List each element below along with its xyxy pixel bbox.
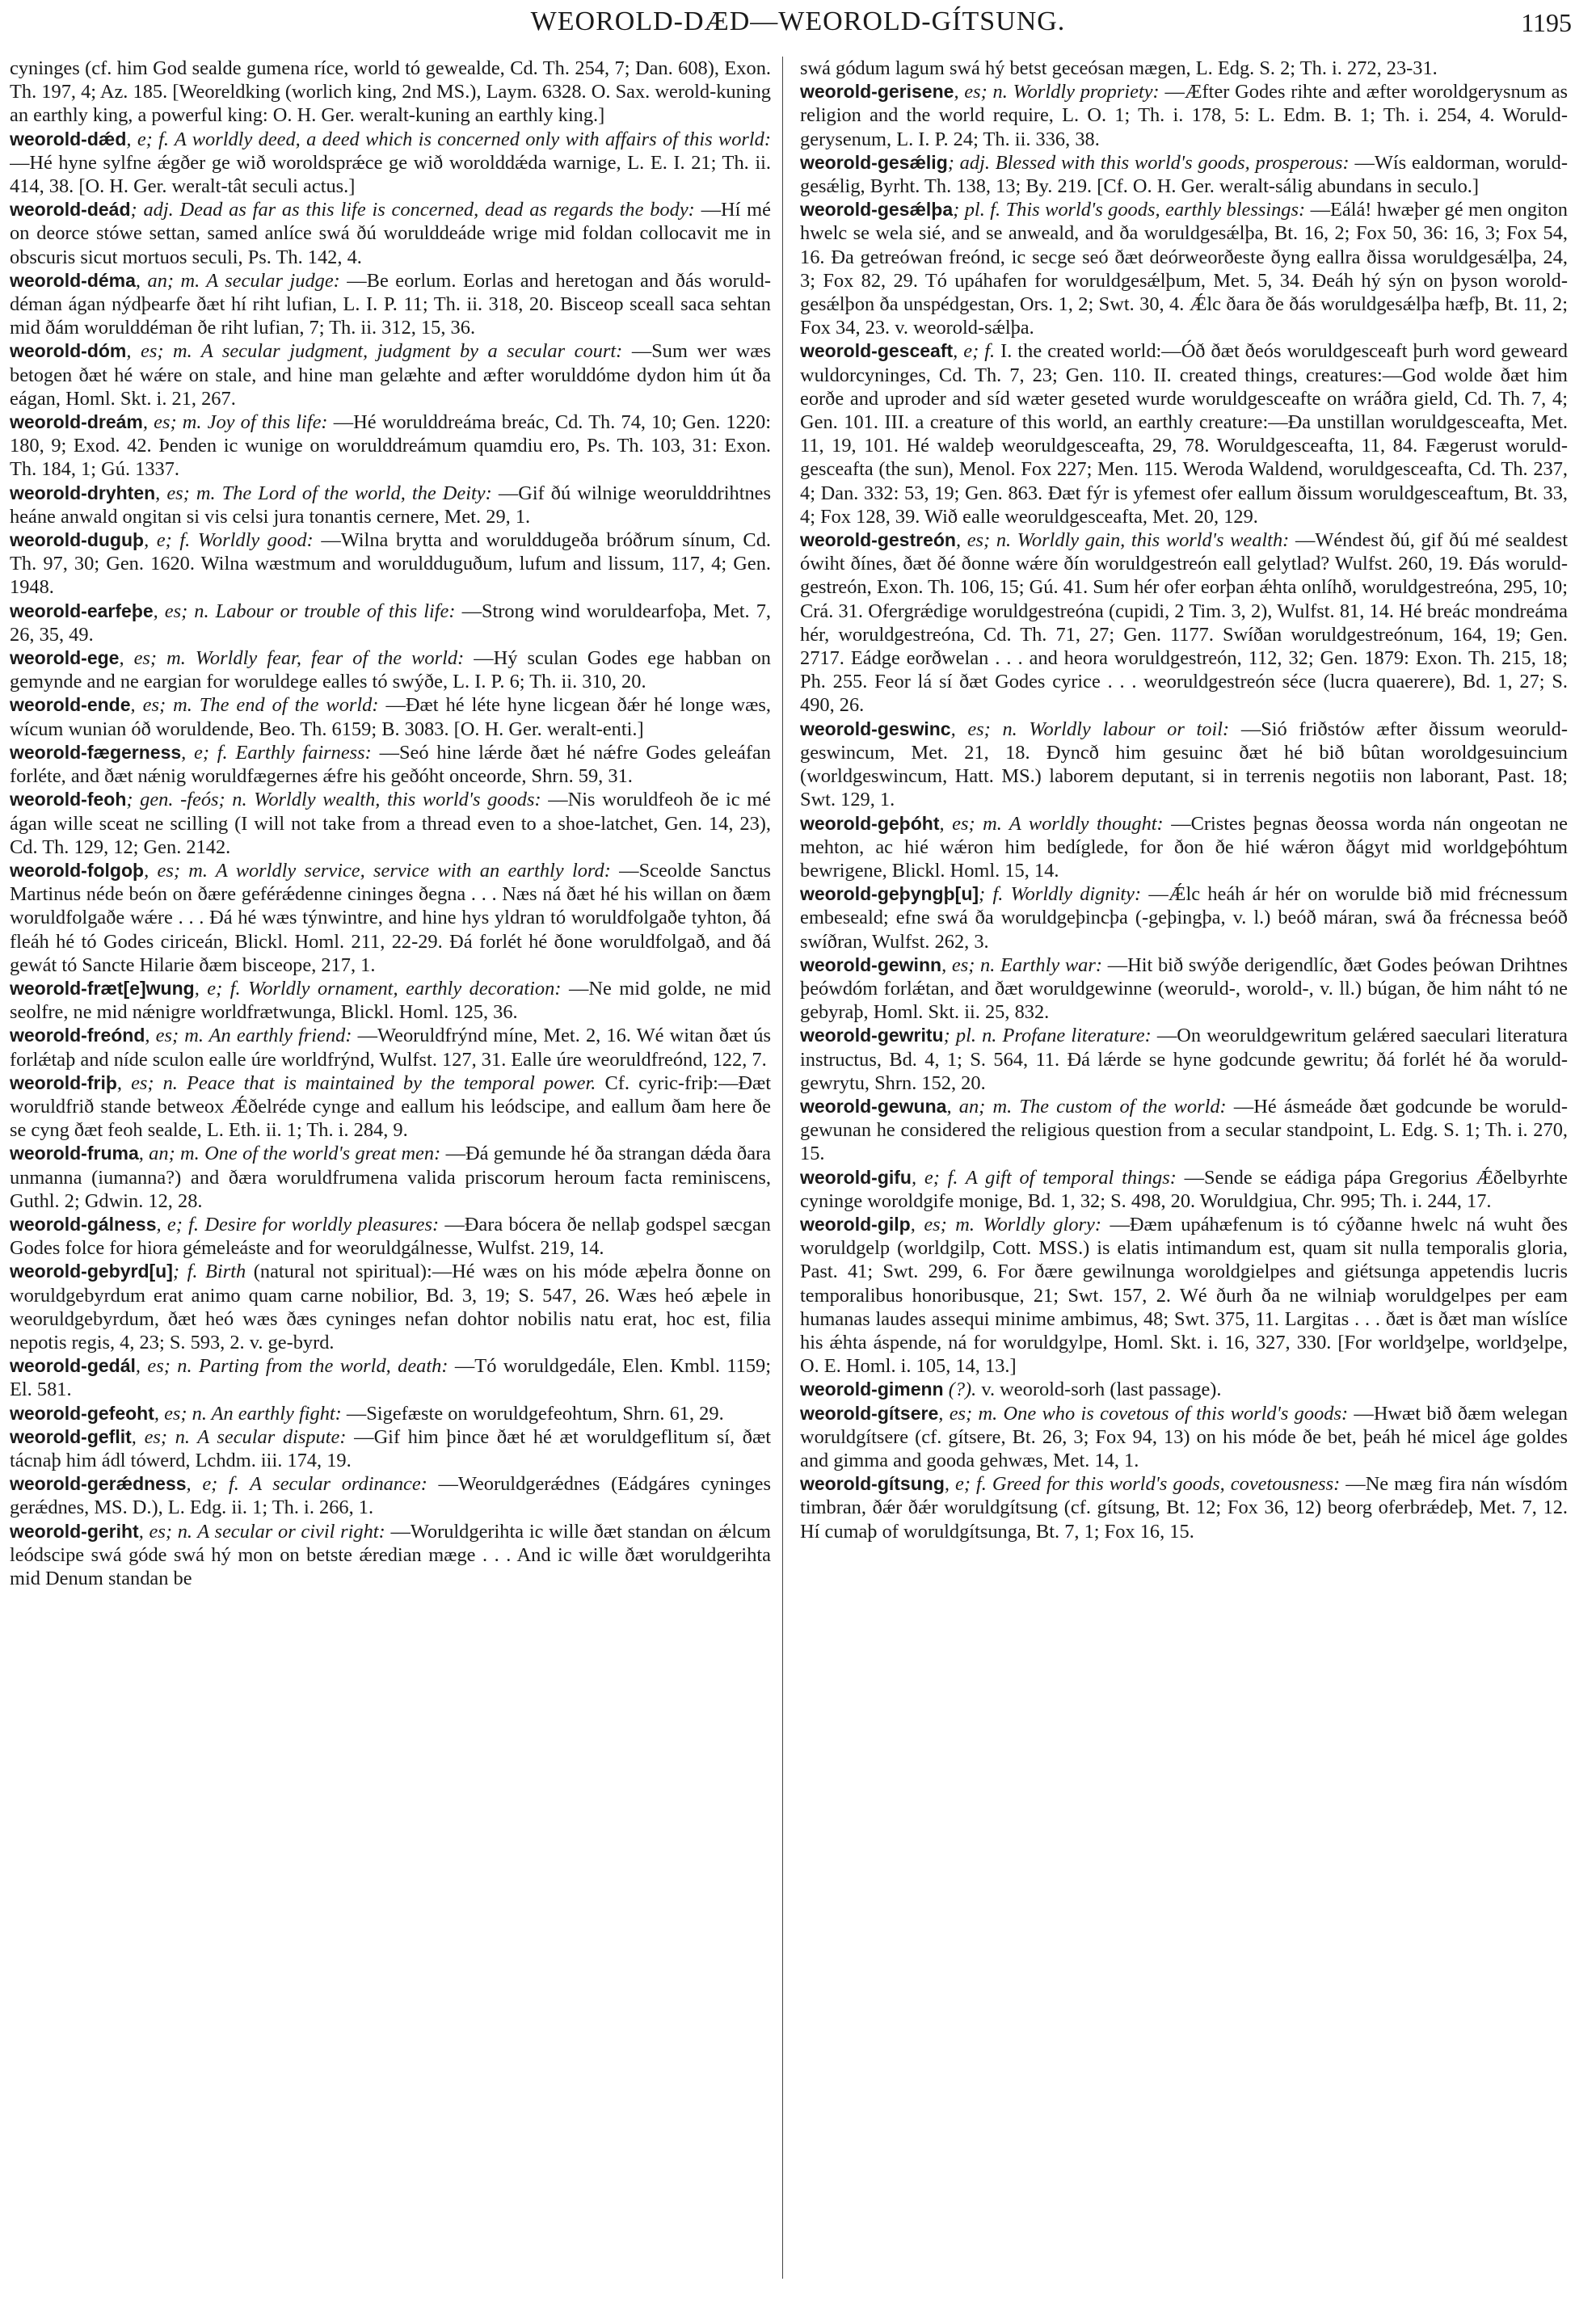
entry-definition: , es; m. One who is covetous of this world's goods: [938, 1402, 1349, 1425]
entry-headword: weorold-deád [10, 199, 131, 221]
entry-definition: , an; m. The custom of the world: [946, 1095, 1227, 1118]
dictionary-entry [800, 57, 1568, 80]
dictionary-entry [10, 128, 771, 199]
entry-headword: weorold-dryhten [10, 482, 156, 503]
entry-citations: —Sigefæste on woruldgefeohtum, Shrn. 61, 29. [346, 1402, 724, 1425]
entry-citations: Cf. cyric-friþ:—Ðæt woruldfrið stande betweox Ǽðelréde cynge and eallum his leódscipe, and eallum ðam here ðe se cyng ðæt feoh sealde, L. Eth. ii. 1; Th. i. 284, 9. [10, 1071, 771, 1142]
entry-citations: —Ðara bócera ðe nellaþ godspel sæcgan Godes folce for hiora gémeleáste and for weoruldgálnesse, Wulfst. 219, 14. [10, 1213, 771, 1260]
dictionary-entry [800, 1378, 1568, 1401]
entry-citations: —Gif ðú wilnige weorulddrihtnes heáne anwald ongitan si vis celsi jura tonantis cernere, Met. 29, 1. [10, 482, 771, 528]
entry-definition: , es; m. Worldly glory: [910, 1213, 1101, 1235]
entry-definition: ; adj. Dead as far as this life is concerned, dead as regards the body: [130, 199, 695, 221]
dictionary-entry [10, 410, 771, 482]
entry-definition: , e; f. Worldly ornament, earthly decoration: [194, 977, 562, 1000]
column-rule [782, 57, 783, 2279]
dictionary-entry [10, 1402, 771, 1425]
entry-headword: weorold-gewritu [800, 1025, 944, 1046]
dictionary-entry [800, 1024, 1568, 1095]
entry-headword: weorold-gesceaft [800, 340, 954, 362]
entry-headword: weorold-duguþ [10, 529, 145, 551]
dictionary-entry [800, 1095, 1568, 1166]
entry-headword: weorold-dóm [10, 340, 127, 362]
entry-citations: I. the created world:—Óð ðæt ðeós woruldgesceaft þurh word geweard wuldorcyninges, Cd. Th. 7, 23; Gen. 110. II. created things, creatures:—God wolde ðæt him eorðe and uproder and síd wæter geseted wurde woruldgesceafte on wráðra gield, Cd. Th. 7, 4; Gen. 101. III. a creature of this world, an earthly creature:—Ða unstillan woruldgesceafta, Met. 11, 19, 101. Hé waldeþ weoruldgesceafta, 29, 78. Woruldgesceafta, 11, 84. Fægerust woruldgesceafta (the sun), Menol. Fox 227; Men. 115. Weroda Waldend, woruldgesceafta, Cd. Th. 237, 4; Dan. 332: 53, 19; Gen. 863. Ðæt fýr is yfemest ofer eallum ðissum woruldgesceaftum, Bt. 33, 4; Fox 128, 39. Wið ealle weoruldgesceafta, Met. 20, 129. [800, 340, 1568, 528]
entry-citations: —Hit bið swýðe derigendlíc, ðæt Godes þeówan Drihtnes þeówdóm forlǽtan, and ðæt woruldgewinne (weoruld-, worold-, v. ll.) búgan, ðe him náht tó ne gebyraþ, Homl. Skt. ii. 25, 832. [800, 953, 1568, 1024]
page-number: 1195 [1521, 8, 1572, 37]
dictionary-entry [10, 1472, 771, 1519]
entry-headword: weorold-gerisene [800, 81, 954, 103]
entry-definition: , es; m. An earthly friend: [145, 1025, 352, 1047]
dictionary-entry [10, 600, 771, 646]
entry-headword: weorold-friþ [10, 1071, 117, 1093]
entry-headword: weorold-gefeoht [10, 1402, 154, 1424]
entry-citations: —Be eorlum. Eorlas and heretogan and ðás worulddéman ágan nýdþearfe ðæt hí riht lufian, L. I. P. 11; Th. ii. 318, 20. Bisceop sceall saca sehtan mid ðám worulddéman ðe riht lufian, 7; Th. ii. 312, 15, 36. [10, 269, 771, 339]
entry-headword: weorold-folgoþ [10, 859, 145, 881]
entry-headword: weorold-geþyngþ[u] [800, 883, 979, 905]
entry-citations: —Hwæt bið ðæm welegan woruldgítsere (cf. gítsere, Bt. 26, 3; Fox 94, 13) on his móde ðe bet, þeáh hé micel áge goldes and gimma and gooda gehwæs, Met. 14, 1. [800, 1402, 1568, 1471]
entry-definition: ; pl. n. Profane literature: [943, 1025, 1152, 1047]
dictionary-entry [10, 482, 771, 528]
entry-definition: ; f. Worldly dignity: [979, 883, 1142, 906]
entry-definition: ; f. Birth [172, 1261, 246, 1283]
entry-definition: , es; n. Peace that is maintained by the temporal power. [116, 1071, 596, 1094]
entry-headword: weorold-gedál [10, 1355, 136, 1377]
dictionary-entry [10, 646, 771, 693]
entry-citations: —Wéndest ðú, gif ðú mé sealdest ówiht ðínes, ðæt ðé ðonne wǽre ðín woruldgestreón eall gelytlad? Wulfst. 260, 19. Ðás woruldgestreón, Exon. Th. 106, 15; Gú. 41. Sum hér ofer eorþan ǽhta onlíhð, woruldgestreóna, 295, 10; Crá. 31. Ofergrǽdige woruldgestreóna (cupidi, 2 Tim. 3, 2), Wulfst. 81, 14. Hé breác mondreáma hér, woruldgestreóna, Cd. Th. 71, 27; Gen. 1177. Swíðan woruldgestreónum, 164, 19; Gen. 2717. Eádge eorðwelan . . . and heora woruldgestreón, 112, 32; Gen. 1879: Exon. Th. 215, 18; Ph. 255. Feor lá sí ðæt Godes cyrice . . . weoruldgestreón séce (lucra quaerere), Bd. 1, 27; S. 490, 26. [800, 529, 1568, 717]
dictionary-entry [10, 1213, 771, 1260]
entry-definition: , es; n. Worldly labour or toil: [950, 718, 1230, 740]
entry-citations: —Hé worulddreáma breác, Cd. Th. 74, 10; Gen. 1220: 180, 9; Exod. 42. Þenden ic wunige on worulddreámum quamdiu ero, Ps. Th. 103, 31: Exon. Th. 184, 1; Gú. 1337. [10, 411, 771, 481]
entry-definition: , es; n. An earthly fight: [154, 1402, 342, 1425]
entry-headword: weorold-gewinn [800, 953, 942, 975]
dictionary-entry [800, 80, 1568, 151]
entry-headword: weorold-gesǽlig [800, 151, 948, 173]
dictionary-entry [10, 269, 771, 340]
entry-definition: , an; m. One of the world's great men: [138, 1143, 441, 1165]
dictionary-entry [10, 1354, 771, 1401]
running-head: WEOROLD-DÆD—WEOROLD-GÍTSUNG. [530, 6, 1066, 36]
entry-citations: —Hé ásmeáde ðæt godcunde be woruldgewunan he considered the religious question from a secular standpoint, L. Edg. S. 1; Th. i. 270, 15. [800, 1095, 1568, 1165]
entry-headword: weorold-feoh [10, 789, 127, 810]
entry-definition: , e; f. A secular ordinance: [186, 1473, 427, 1496]
entry-definition: , e; f. Greed for this world's goods, covetousness: [944, 1473, 1341, 1496]
dictionary-entry [10, 741, 771, 788]
entry-headword: weorold-fræt[e]wung [10, 977, 195, 999]
entry-citations: —Ðá gemunde hé ða strangan dǽda ðara unmanna (iumanna?) and ðæra woruldfrumena valida priscorum heroum facta reminiscens, Guthl. 2; Gdwin. 12, 28. [10, 1143, 771, 1212]
entry-definition: , es; m. Joy of this life: [142, 411, 328, 434]
dictionary-entry [800, 1213, 1568, 1378]
entry-headword: weorold-geriht [10, 1520, 139, 1542]
entry-citations: —Sum wer wæs betogen ðæt hé wǽre on stale, and hine man gelæhte and æfter worulddóme dydon him út ða eágan, Homl. Skt. i. 21, 267. [10, 340, 771, 410]
dictionary-entry [800, 718, 1568, 812]
entry-headword: weorold-geþóht [800, 812, 940, 834]
entry-citations: —Sceolde Sanctus Martinus néde beón on ðære geférǽdenne cininges ðegna . . . Næs ná ðæt hé his willan on ðæm woruldfolgaðe wǽre . . . Ðá hé wæs týnwintre, and hine hys yldran tó woruldfolgaðe tyhton, ðá fleáh hé tó Godes ciriceán, Blickl. Homl. 211, 22-29. Ðá forlét hé ðone woruldfolgað, and ðá gewát tó Sancte Hilarie ðæm bisceope, 217, 1. [10, 859, 771, 976]
dictionary-entry [800, 528, 1568, 718]
entry-headword: weorold-gestreón [800, 529, 956, 551]
entry-citations: —Weoruldgerǽdnes (Eádgáres cyninges gerǽdnes, MS. D.), L. Edg. ii. 1; Th. i. 266, 1. [10, 1473, 771, 1519]
dictionary-entry [10, 57, 771, 128]
dictionary-entry [10, 1071, 771, 1143]
dictionary-entry [10, 1425, 771, 1472]
entry-citations: —Woruldgerihta ic wille ðæt standan on ǽlcum leódscipe swá góde swá hý mon on betste ǽredian mæge . . . And ic wille ðæt woruldgerihta mid Denum standan be [10, 1520, 771, 1589]
entry-headword: weorold-geflit [10, 1425, 132, 1447]
entry-headword: weorold-dǽd [10, 128, 127, 149]
entry-definition: ; adj. Blessed with this world's goods, prosperous: [947, 151, 1350, 174]
page-header [0, 0, 1596, 48]
entry-citations: —Nis woruldfeoh ðe ic mé ágan wille sceat ne scilling (I will not take from a thread even to a shoe-latchet, Gen. 14, 23), Cd. Th. 129, 12; Gen. 2142. [10, 789, 771, 858]
left-column [10, 57, 771, 2295]
dictionary-entry [800, 1402, 1568, 1473]
entry-definition: (?). [943, 1379, 977, 1401]
dictionary-entry [800, 953, 1568, 1025]
entry-definition: , e; f. A worldly deed, a deed which is concerned only with affairs of this world: [126, 128, 771, 150]
entry-headword: weorold-gewuna [800, 1095, 947, 1117]
entry-citations: cyninges (cf. him God sealde gumena ríce, world tó gewealde, Cd. Th. 254, 7; Dan. 608), Exon. Th. 197, 4; Az. 185. [Weoreldking (worlich king, 2nd MS.), Laym. 6328. O. Sax. werold-kuning an earthly king, a powerful king: O. H. Ger. weralt-kuning an earthly king.] [10, 57, 771, 127]
entry-definition: , es; n. Earthly war: [941, 953, 1102, 976]
entry-headword: weorold-gebyrd[u] [10, 1261, 173, 1282]
dictionary-entry [10, 339, 771, 410]
entry-headword: weorold-ege [10, 647, 120, 669]
entry-citations: (natural not spiritual):—Hé wæs on his móde æþelra ðonne on woruldgebyrdum erat animo quam carne nobilior, Bd. 3, 19; S. 547, 26. Wæs heó æþele in weoruldgebyrdum, ðæt heó wæs ðæs cyninges nefan dohtor nobilis natu erat, hoc est, filia nepotis regis, 4, 23; S. 593, 2. v. ge-byrd. [10, 1261, 771, 1353]
entry-citations: —Eálá! hwæþer gé men ongiton hwelc se wela sié, and se anweald, and ða woruldgesǽlþa, Bt. 16, 2; Fox 50, 36: 16, 3; Fox 54, 16. Ða getreówan freónd, ic secge seó ðæt deórweorðeste ðyng eallra ðissa woruldgesǽlþa, 24, 3; Fox 82, 29. Tó upáhafen for woruldgesǽlþum, Met. 5, 34. Ðeáh hý sýn on þyson woroldgesǽlþon ða unspédgestan, Ors. 1, 2; Swt. 30, 4. Ǽlc ðara ðe ðás woruldgesǽlþa hæfþ, Bt. 11, 2; Fox 34, 23. v. weorold-sǽlþa. [800, 199, 1568, 339]
entry-headword: weorold-gimenn [800, 1379, 944, 1400]
entry-citations: —Ne mæg fira nán wísdóm timbran, ðǽr ðǽr woruldgítsung (cf. gítsung, Bt. 12; Fox 36, 12) beorg oferbrǽdeþ, Met. 7, 12. Hí cumaþ of woruldgítsunga, Bt. 7, 1; Fox 16, 15. [800, 1473, 1568, 1543]
entry-citations: —Ðæt hé léte hyne licgean ðǽr hé longe wæs, wícum wunian óð woruldende, Beo. Th. 6159; B. 3083. [O. H. Ger. weralt-enti.] [10, 694, 771, 740]
entry-headword: weorold-earfeþe [10, 600, 154, 621]
entry-citations: v. weorold-sorh (last passage). [981, 1379, 1222, 1401]
entry-headword: weorold-gifu [800, 1166, 912, 1188]
entry-definition: ; gen. -feós; n. Worldly wealth, this world's goods: [126, 789, 541, 811]
entry-citations: —Sió friðstów æfter ðissum weoruldgeswincum, Met. 21, 18. Ðyncð him gesuinc ðæt hé bið bûtan woroldgesuincium (worldgeswincum, Hatt. MS.) laborem deputant, si in terrenis negotiis non laborant, Past. 18; Swt. 129, 1. [800, 718, 1568, 811]
entry-citations: —Gif him þince ðæt hé æt woruldgeflitum sí, ðæt tácnaþ him ádl tówerd, Lchdm. iii. 174, 19. [10, 1425, 771, 1471]
dictionary-entry [10, 198, 771, 269]
entry-definition: , es; n. A secular or civil right: [138, 1520, 385, 1543]
entry-headword: weorold-gesǽlþa [800, 199, 954, 221]
dictionary-entry [800, 1166, 1568, 1213]
entry-citations: —Hí mé on deorce stówe settan, samed anlíce swá ðú worulddeáde wrige mid foldan collocavit me in obscuris sicut mortuos seculi, Ps. Th. 142, 4. [10, 199, 771, 268]
entry-citations: —Cristes þegnas ðeossa worda nán ongeotan ne mehton, ac hié wǽron him bedíglede, for ðon ðe hié wǽron ðágyt mid worldgeþóhtum bewrigene, Blickl. Homl. 15, 14. [800, 812, 1568, 882]
entry-definition: , es; n. Worldly propriety: [954, 81, 1160, 103]
entry-headword: weorold-freónd [10, 1025, 145, 1046]
entry-definition: , e; f. Earthly fairness: [181, 741, 372, 764]
entry-definition: ; pl. f. This world's goods, earthly blessings: [953, 199, 1306, 221]
entry-headword: weorold-déma [10, 269, 136, 291]
entry-definition: , es; m. A worldly thought: [939, 812, 1164, 835]
entry-definition: , es; n. Parting from the world, death: [135, 1355, 448, 1378]
entry-citations: swá gódum lagum swá hý betst geceósan mægen, L. Edg. S. 2; Th. i. 272, 23-31. [800, 57, 1438, 79]
dictionary-entry [10, 859, 771, 977]
entry-citations: —On weoruldgewritum gelǽred saeculari literatura instructus, Bd. 4, 1; S. 564, 11. Ðá lǽrde se hyne godcunde gewritu; ðá forlét hé ða woruldgewrytu, Shrn. 152, 20. [800, 1025, 1568, 1094]
entry-headword: weorold-gilp [800, 1213, 911, 1235]
entry-citations: —Ðæm upáhæfenum is tó cýðanne hwelc ná wuht ðes woruldgelp (worldgilp, Cott. MSS.) is elatis intimandum est, quam sit nulla temporalis gloria, Past. 41; Swt. 299, 6. For ðære gewilnunga woroldgielpes and giétsunga appetendis lucris temporalibus honoribusque, 21; Swt. 157, 2. Wé ðurh ða ne wilniaþ woruldgelpes per eam humanas laudes assequi minime ambimus, 48; Swt. 375, 11. Largitas . . . ðæt is ðæt man wíslíce his ǽhta áspende, ná for woruldgylpe, Homl. Skt. i. 16, 327, 330. [For worldȝelpe, worldȝelpe, O. E. Homl. i. 105, 14, 13.] [800, 1213, 1568, 1378]
entry-citations: —Wís ealdorman, woruldgesǽlig, Byrht. Th. 138, 13; By. 219. [Cf. O. H. Ger. weralt-sálig abundans in seculo.] [800, 151, 1568, 198]
right-column [800, 57, 1568, 2295]
entry-definition: , es; n. Worldly gain, this world's wealth: [955, 529, 1290, 552]
entry-definition: , e; f. Desire for worldly pleasures: [156, 1213, 440, 1235]
dictionary-entry [10, 1024, 771, 1071]
dictionary-entry [800, 882, 1568, 953]
dictionary-entry [10, 1260, 771, 1354]
entry-citations: —Ǽlc heáh ár hér on worulde bið mid frécnessum embeseald; efne swá ða woruldgeþincþa (-geþingþa, v. l.) beóð máran, swá ða frécnessa beóð swíðran, Wulfst. 262, 3. [800, 883, 1568, 953]
entry-headword: weorold-fægerness [10, 741, 182, 763]
entry-definition: , es; n. A secular dispute: [131, 1425, 347, 1448]
entry-definition: , an; m. A secular judge: [135, 269, 340, 292]
entry-citations: —Strong wind woruldearfoþa, Met. 7, 26, 35, 49. [10, 600, 771, 646]
entry-definition: , e; f. Worldly good: [144, 529, 314, 552]
entry-headword: weorold-gálness [10, 1213, 157, 1235]
entry-citations: —Hé hyne sylfne ǽgðer ge wið woroldsprǽce ge wið worolddǽda warnige, L. E. I. 21; Th. ii. 414, 38. [O. H. Ger. weralt-tât seculi actus.] [10, 151, 771, 198]
dictionary-entry [10, 977, 771, 1024]
entry-citations: —Ne mid golde, ne mid seolfre, ne mid nǽnigre worldfrætwunga, Blickl. Homl. 125, 36. [10, 977, 771, 1024]
dictionary-entry [10, 788, 771, 859]
dictionary-entry [800, 151, 1568, 198]
entry-definition: , e; f. [953, 340, 996, 363]
entry-headword: weorold-gerǽdness [10, 1473, 187, 1495]
entry-headword: weorold-ende [10, 694, 131, 716]
entry-definition: , es; m. The Lord of the world, the Deity: [155, 482, 492, 504]
entry-headword: weorold-dreám [10, 411, 143, 433]
entry-headword: weorold-gítsere [800, 1402, 939, 1424]
dictionary-entry [800, 1472, 1568, 1543]
entry-citations: —Hý sculan Godes ege habban on gemynde and ne eargian for woruldege ealles tó swýðe, L. I. P. 6; Th. ii. 310, 20. [10, 647, 771, 693]
dictionary-entry [10, 1520, 771, 1591]
entry-citations: —Weoruldfrýnd míne, Met. 2, 16. Wé witan ðæt ús forlǽtaþ and níde sculon ealle úre worldfrýnd, Wulfst. 127, 31. Ealle úre weoruldfreónd, 122, 7. [10, 1025, 771, 1071]
entry-definition: , e; f. A gift of temporal things: [911, 1166, 1177, 1189]
dictionary-entry [800, 339, 1568, 528]
entry-citations: —Wilna brytta and worulddugeða bróðrum sínum, Cd. Th. 97, 30; Gen. 1620. Wilna wæstmum and woruldduguðum, lufum and lissum, 117, 4; Gen. 1948. [10, 529, 771, 599]
dictionary-entry [800, 198, 1568, 339]
dictionary-entry [10, 693, 771, 740]
entry-citations: —Seó hine lǽrde ðæt hé nǽfre Godes geleáfan forléte, and ðæt nǽnig woruldfægernes ǽfre his geðóht onceorde, Shrn. 59, 31. [10, 741, 771, 788]
dictionary-entry [10, 1142, 771, 1213]
entry-citations: —Tó woruldgedále, Elen. Kmbl. 1159; El. 581. [10, 1355, 771, 1401]
entry-citations: —Sende se eádiga pápa Gregorius Ǽðelbyrhte cyninge woroldgife monige, Bd. 1, 32; S. 498, 20. Woruldgiua, Chr. 995; Th. i. 244, 17. [800, 1166, 1568, 1212]
entry-headword: weorold-gítsung [800, 1473, 945, 1495]
entry-definition: , es; m. A worldly service, service with an earthly lord: [144, 859, 611, 882]
dictionary-entry [800, 812, 1568, 883]
entry-definition: , es; m. Worldly fear, fear of the world: [119, 647, 465, 670]
entry-headword: weorold-geswinc [800, 718, 951, 739]
dictionary-entry [10, 528, 771, 600]
entry-headword: weorold-fruma [10, 1143, 139, 1164]
entry-definition: , es; m. A secular judgment, judgment by a secular court: [126, 340, 623, 363]
entry-definition: , es; n. Labour or trouble of this life: [153, 600, 456, 622]
entry-definition: , es; m. The end of the world: [130, 694, 379, 717]
entry-citations: —Æfter Godes rihte and æfter woroldgerysnum as religion and the world require, L. O. 1; Th. i. 178, 5: L. Edm. B. 1; Th. i. 254, 4. Woruldgerysenum, L. I. P. 24; Th. ii. 336, 38. [800, 81, 1568, 150]
